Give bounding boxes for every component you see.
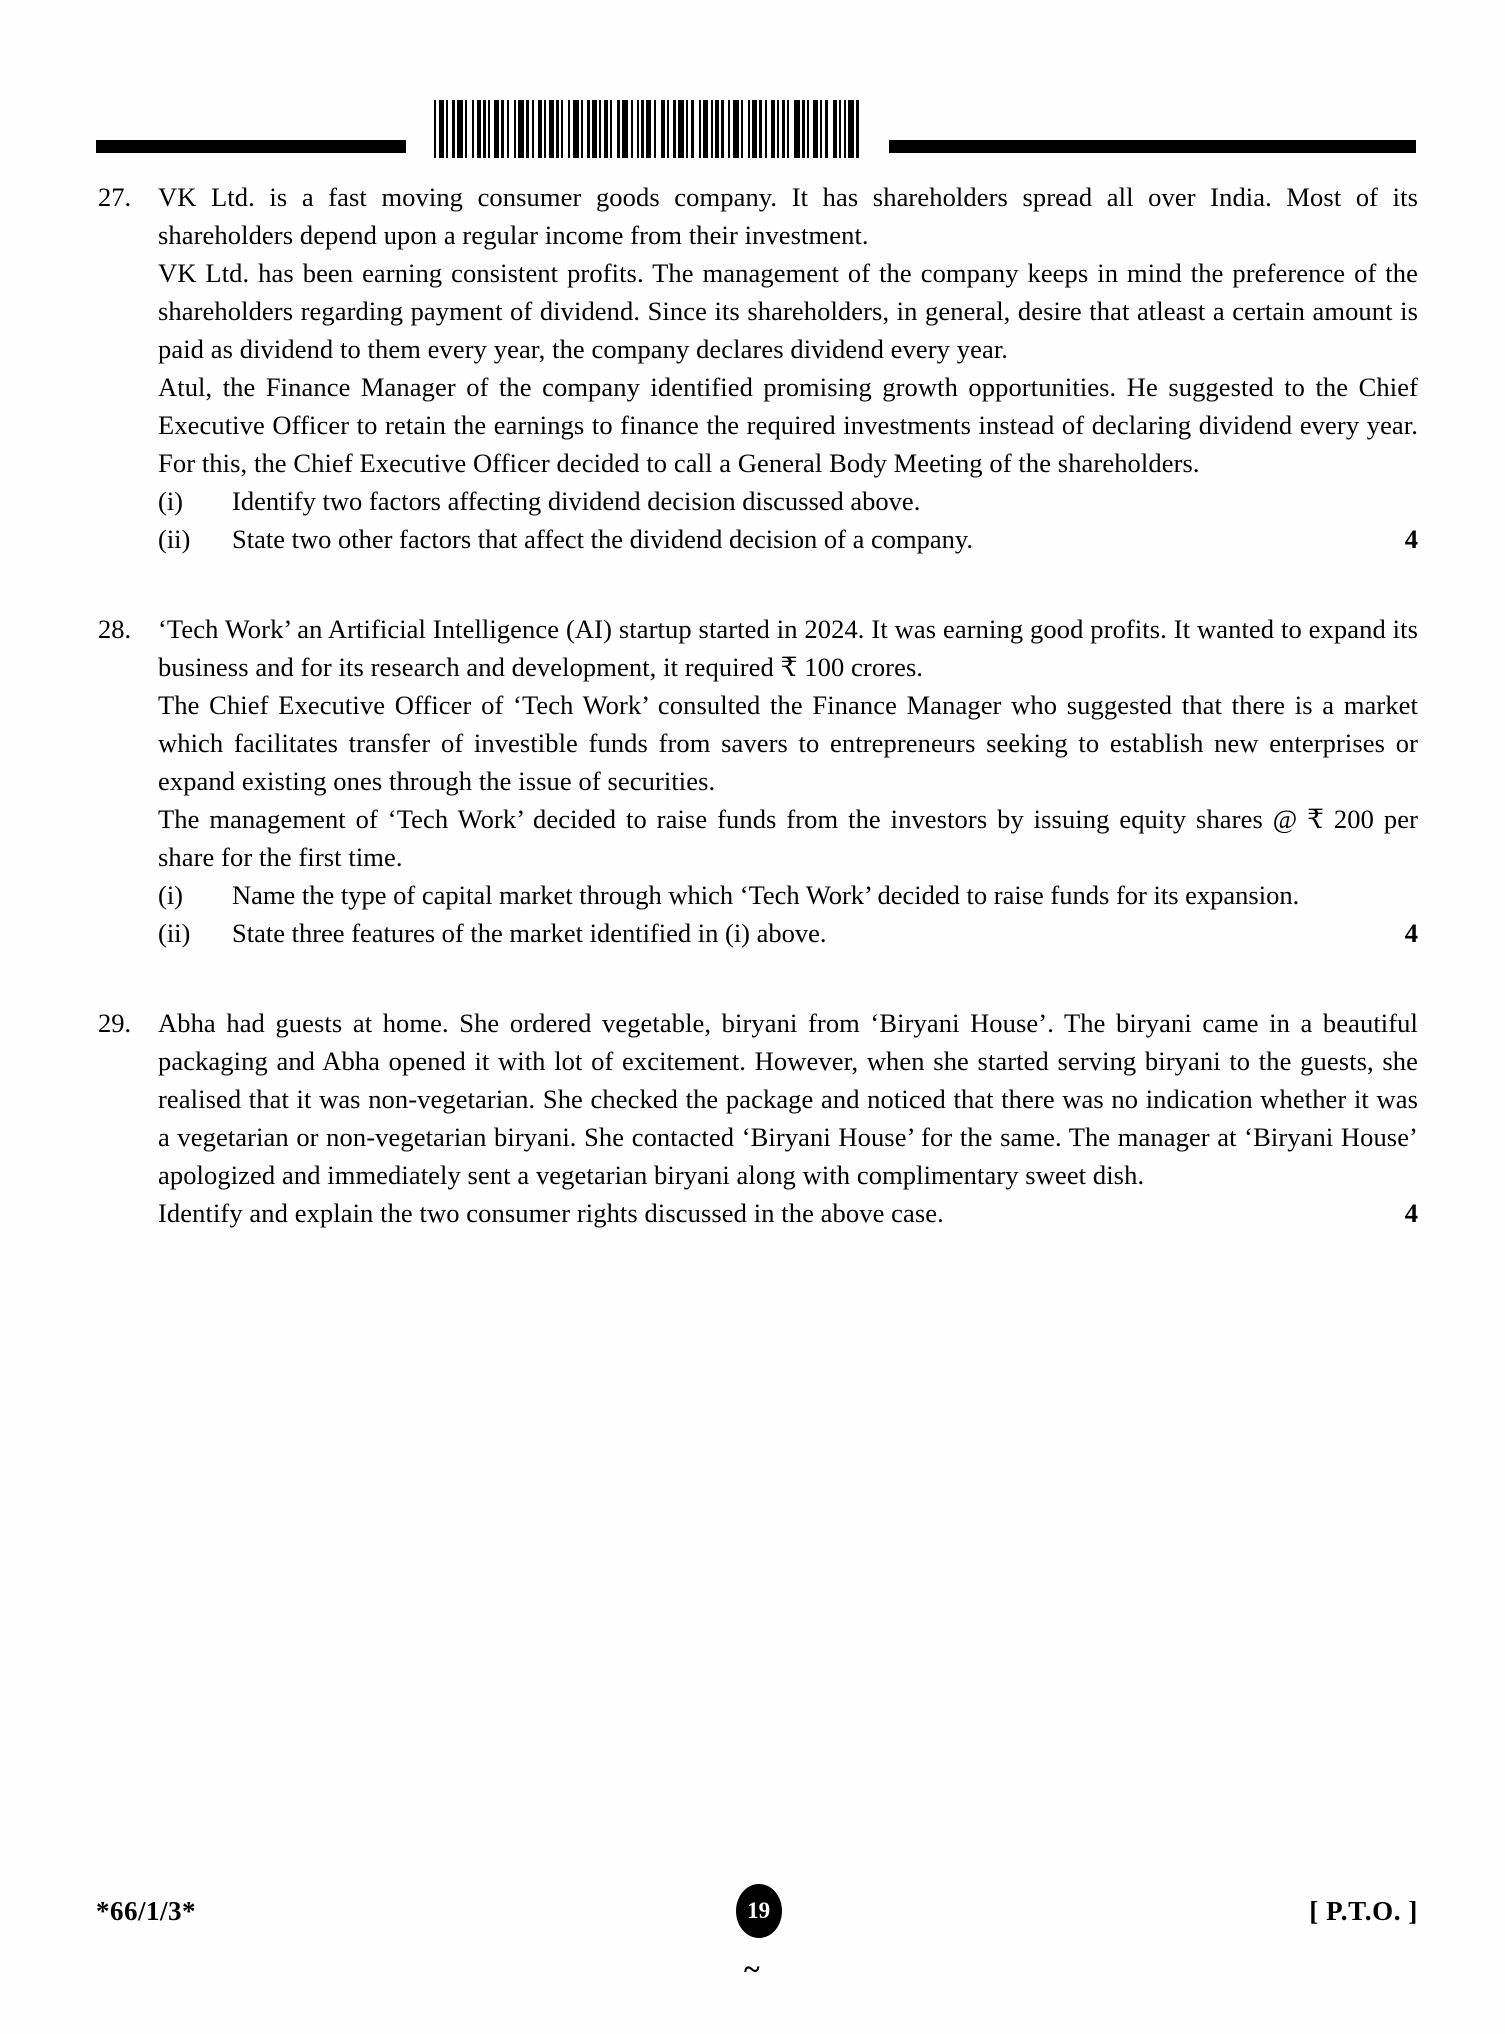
question-27-number: 27. <box>98 182 132 212</box>
question-27-body <box>158 178 1418 558</box>
page-footer <box>96 1876 1418 1946</box>
question-27-subitem-ii-text: State two other factors that affect the dividend decision of a company. <box>232 524 974 554</box>
question-content <box>96 178 1418 1232</box>
barcode <box>434 100 863 158</box>
question-27-paragraph-1: VK Ltd. is a fast moving consumer goods company. It has shareholders spread all over India. Most of its shareholders depend upon a regular income from their investment. <box>158 182 1418 250</box>
question-29 <box>96 1004 1418 1232</box>
question-27-subitem-i <box>158 482 1418 520</box>
question-28-marks: 4 <box>1404 918 1418 948</box>
question-27-subitem-i-label: (i) <box>158 486 184 516</box>
question-27-marks: 4 <box>1404 524 1418 554</box>
page-header-band <box>96 98 1416 158</box>
question-28-body <box>158 610 1418 952</box>
question-27 <box>96 178 1418 558</box>
question-29-closing-text: Identify and explain the two consumer rights discussed in the above case. <box>158 1198 944 1228</box>
question-27-paragraph-2: VK Ltd. has been earning consistent profits. The management of the company keeps in mind the preference of the shareholders regarding payment of dividend. Since its shareholders, in general, desire that atleast a certain amount is paid as dividend to them every year, the company declares dividend every year. <box>158 258 1418 364</box>
header-rule-left <box>96 140 406 153</box>
paper-code: *66/1/3* <box>96 1895 197 1926</box>
question-27-subitem-ii-label: (ii) <box>158 524 191 554</box>
question-27-subitem-i-text: Identify two factors affecting dividend decision discussed above. <box>232 486 921 516</box>
pto-label: [ P.T.O. ] <box>1309 1895 1418 1926</box>
question-28-subitem-ii <box>158 914 1418 952</box>
question-27-paragraph-3: Atul, the Finance Manager of the company identified promising growth opportunities. He suggested to the Chief Executive Officer to retain the earnings to finance the required investments instead of declaring dividend every year. For this, the Chief Executive Officer decided to call a General Body Meeting of the shareholders. <box>158 372 1418 478</box>
question-29-paragraph-1: Abha had guests at home. She ordered vegetable, biryani from ‘Biryani House’. The biryani came in a beautiful packaging and Abha opened it with lot of excitement. However, when she started serving biryani to the guests, she realised that it was non-vegetarian. She checked the package and noticed that there was no indication whether it was a vegetarian or non-vegetarian biryani. She contacted ‘Biryani House’ for the same. The manager at ‘Biryani House’ apologized and immediately sent a vegetarian biryani along with complimentary sweet dish. <box>158 1008 1418 1190</box>
footer-tilde-mark: ~ <box>744 1953 760 1986</box>
question-28-paragraph-2: The Chief Executive Officer of ‘Tech Work’ consulted the Finance Manager who suggested that there is a market which facilitates transfer of investible funds from savers to entrepreneurs seeking to establish new enterprises or expand existing ones through the issue of securities. <box>158 690 1418 796</box>
question-28-subitem-i-label: (i) <box>158 880 184 910</box>
page-number-badge: 19 <box>736 1884 782 1938</box>
question-28-number: 28. <box>98 614 132 644</box>
question-28-subitem-ii-text: State three features of the market identified in (i) above. <box>232 918 827 948</box>
question-27-subitem-ii <box>158 520 1418 558</box>
question-29-marks: 4 <box>1404 1198 1418 1228</box>
question-29-body <box>158 1004 1418 1232</box>
question-28-paragraph-1: ‘Tech Work’ an Artificial Intelligence (AI) startup started in 2024. It was earning good profits. It wanted to expand its business and for its research and development, it required ₹ 100 crores. <box>158 614 1418 682</box>
question-28 <box>96 610 1418 952</box>
question-28-subitem-ii-label: (ii) <box>158 918 191 948</box>
question-29-number: 29. <box>98 1008 132 1038</box>
question-28-subitem-i <box>158 876 1418 914</box>
header-rule-right <box>889 140 1416 153</box>
question-28-paragraph-3: The management of ‘Tech Work’ decided to raise funds from the investors by issuing equity shares @ ₹ 200 per share for the first time. <box>158 804 1418 872</box>
question-28-subitem-i-text: Name the type of capital market through which ‘Tech Work’ decided to raise funds for its expansion. <box>232 880 1300 910</box>
